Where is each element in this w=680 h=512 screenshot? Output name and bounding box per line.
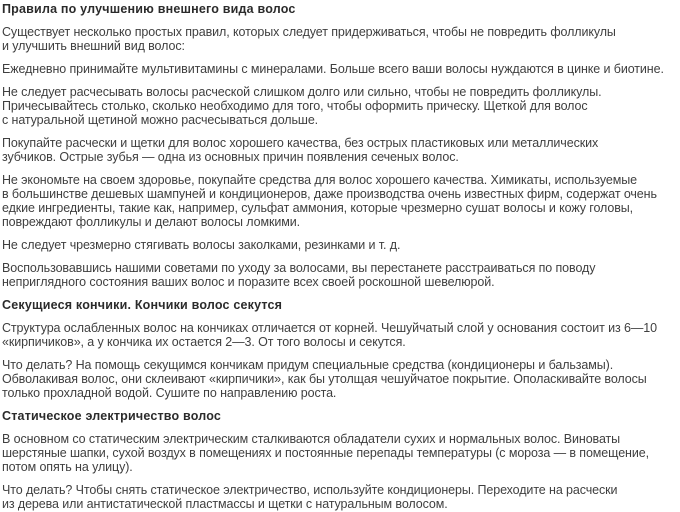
text-line: из дерева или антистатической пластмассы и щетки с натуральным волосом. bbox=[2, 497, 448, 511]
text-line: повреждают фолликулы и делают волосы ломкими. bbox=[2, 215, 300, 229]
text-line: Воспользовавшись нашими советами по уходу за волосами, вы перестанете расстраиваться по поводу bbox=[2, 261, 596, 275]
text-line: Секущиеся кончики. Кончики волос секутся bbox=[2, 298, 283, 312]
text-line: «кирпичиков», а у кончика их остается 2—3. От того волосы и секутся. bbox=[2, 335, 406, 349]
paragraph-intro bbox=[2, 25, 680, 53]
text-line: Причесывайтесь столько, сколько необходимо для того, чтобы оформить прическу. Щеткой для волос bbox=[2, 99, 588, 113]
text-line: Статическое электричество волос bbox=[2, 409, 222, 423]
text-line: Что делать? На помощь секущимся кончикам придум специальные средства (кондиционеры и бальзамы). bbox=[2, 358, 614, 372]
paragraph-conclusion bbox=[2, 261, 680, 289]
text-line: с натуральной щетиной можно расчесываться дольше. bbox=[2, 113, 319, 127]
paragraph-split-what-to-do bbox=[2, 358, 680, 400]
text-line: Не следует расчесывать волосы расческой слишком долго или сильно, чтобы не повредить фолликулы. bbox=[2, 85, 602, 99]
paragraph-split-structure bbox=[2, 321, 680, 349]
paragraph-static-what-to-do bbox=[2, 483, 680, 511]
heading-hair-appearance-rules bbox=[2, 2, 680, 16]
text-line: В основном со статическим электрическим сталкиваются обладатели сухих и нормальных волос. Виноваты bbox=[2, 432, 621, 446]
document-content bbox=[2, 2, 680, 511]
heading-static-electricity bbox=[2, 409, 680, 423]
text-line: едкие ингредиенты, такие как, например, сульфат аммония, которые чрезмерно сушат волосы и кожу головы, bbox=[2, 201, 634, 215]
paragraph-static-causes bbox=[2, 432, 680, 474]
text-line: Обволакивая волос, они склеивают «кирпичики», как бы утолщая чешуйчатое покрытие. Ополаскивайте волосы bbox=[2, 372, 647, 386]
text-line: Структура ослабленных волос на кончиках отличается от корней. Чешуйчатый слой у основания состоит из 6—10 bbox=[2, 321, 657, 335]
paragraph-products-quality bbox=[2, 173, 680, 229]
text-line: неприглядного состояния ваших волос и поразите всех своей роскошной шевелюрой. bbox=[2, 275, 495, 289]
text-line: Не следует чрезмерно стягивать волосы заколками, резинками и т. д. bbox=[2, 238, 401, 252]
text-line: Что делать? Чтобы снять статическое электричество, используйте кондиционеры. Переходите на расчески bbox=[2, 483, 618, 497]
paragraph-hairpins bbox=[2, 238, 680, 252]
paragraph-combing bbox=[2, 85, 680, 127]
text-line: в большинстве дешевых шампуней и кондиционеров, даже производства очень известных фирм, содержат очень bbox=[2, 187, 657, 201]
heading-split-ends bbox=[2, 298, 680, 312]
text-line: Ежедневно принимайте мультивитамины с минералами. Больше всего ваши волосы нуждаются в цинке и биотине. bbox=[2, 62, 664, 76]
text-line: Покупайте расчески и щетки для волос хорошего качества, без острых пластиковых или металлических bbox=[2, 136, 599, 150]
text-line: Существует несколько простых правил, которых следует придерживаться, чтобы не повредить фолликулы bbox=[2, 25, 616, 39]
text-line: и улучшить внешний вид волос: bbox=[2, 39, 185, 53]
text-line: зубчиков. Острые зубья — одна из основных причин появления сеченых волос. bbox=[2, 150, 459, 164]
text-line: Не экономьте на своем здоровье, покупайте средства для волос хорошего качества. Химикаты, используемые bbox=[2, 173, 637, 187]
text-line: потом опять на улицу). bbox=[2, 460, 133, 474]
text-line: шерстяные шапки, сухой воздух в помещениях и постоянные перепады температуры (с мороза — в помещение, bbox=[2, 446, 649, 460]
text-line: только прохладной водой. Сушите по направлению роста. bbox=[2, 386, 337, 400]
paragraph-combs-quality bbox=[2, 136, 680, 164]
text-line: Правила по улучшению внешнего вида волос bbox=[2, 2, 296, 16]
paragraph-vitamins bbox=[2, 62, 680, 76]
